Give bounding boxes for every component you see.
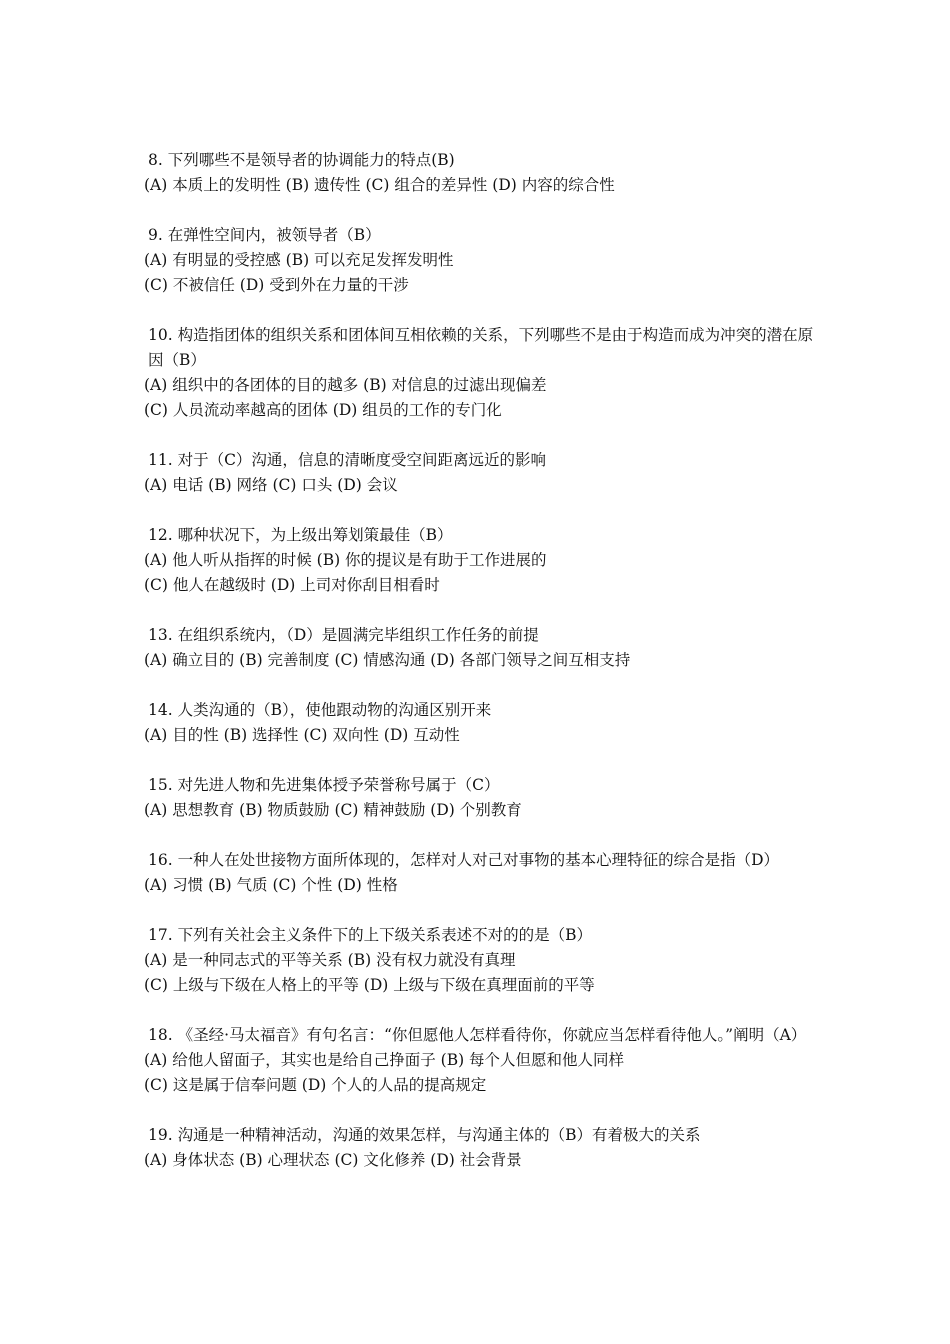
question-10 [144,323,816,423]
question-12 [144,523,816,598]
question-options: (A) 组织中的各团体的目的越多 (B) 对信息的过滤出现偏差 [144,376,547,394]
question-options: (A) 确立目的 (B) 完善制度 (C) 情感沟通 (D) 各部门领导之间互相支持 [144,651,631,669]
question-options: (A) 身体状态 (B) 心理状态 (C) 文化修养 (D) 社会背景 [144,1151,522,1169]
question-stem: 13. 在组织系统内，（D）是圆满完毕组织工作任务的前提 [148,626,539,644]
question-options: (A) 习惯 (B) 气质 (C) 个性 (D) 性格 [144,876,398,894]
question-9 [144,223,816,298]
question-11 [144,448,816,498]
question-stem: 18. 《圣经·马太福音》有句名言：“你但愿他人怎样看待你，你就应当怎样看待他人。”阐明（A） [148,1026,807,1044]
question-stem: 19. 沟通是一种精神活动，沟通的效果怎样，与沟通主体的（B）有着极大的关系 [148,1126,701,1144]
question-options: (C) 人员流动率越高的团体 (D) 组员的工作的专门化 [144,401,502,419]
question-stem: 8. 下列哪些不是领导者的协调能力的特点(B) [148,151,455,169]
question-options: (C) 上级与下级在人格上的平等 (D) 上级与下级在真理面前的平等 [144,976,595,994]
question-stem: 15. 对先进人物和先进集体授予荣誉称号属于（C） [148,776,500,794]
question-options: (A) 有明显的受控感 (B) 可以充足发挥发明性 [144,251,454,269]
question-15 [144,773,816,823]
question-stem: 14. 人类沟通的（B），使他跟动物的沟通区别开来 [148,701,492,719]
question-14 [144,698,816,748]
question-options: (A) 他人听从指挥的时候 (B) 你的提议是有助于工作进展的 [144,551,547,569]
document-body [144,148,816,1198]
question-options: (A) 是一种同志式的平等关系 (B) 没有权力就没有真理 [144,951,516,969]
question-stem: 17. 下列有关社会主义条件下的上下级关系表述不对的的是（B） [148,926,592,944]
question-options: (A) 目的性 (B) 选择性 (C) 双向性 (D) 互动性 [144,726,460,744]
question-options: (A) 给他人留面子，其实也是给自己挣面子 (B) 每个人但愿和他人同样 [144,1051,625,1069]
question-stem: 10. 构造指团体的组织关系和团体间互相依赖的关系，下列哪些不是由于构造而成为冲突的潜在原因（B） [148,326,814,369]
question-13 [144,623,816,673]
question-17 [144,923,816,998]
question-options: (C) 不被信任 (D) 受到外在力量的干涉 [144,276,409,294]
question-options: (A) 本质上的发明性 (B) 遗传性 (C) 组合的差异性 (D) 内容的综合性 [144,176,615,194]
question-19 [144,1123,816,1173]
question-8 [144,148,816,198]
question-options: (A) 电话 (B) 网络 (C) 口头 (D) 会议 [144,476,398,494]
question-16 [144,848,816,898]
question-options: (C) 这是属于信奉问题 (D) 个人的人品的提高规定 [144,1076,487,1094]
question-options: (C) 他人在越级时 (D) 上司对你刮目相看时 [144,576,440,594]
question-18 [144,1023,816,1098]
question-stem: 9. 在弹性空间内，被领导者（B） [148,226,381,244]
question-stem: 16. 一种人在处世接物方面所体现的，怎样对人对己对事物的基本心理特征的综合是指（D） [148,851,780,869]
question-stem: 11. 对于（C）沟通，信息的清晰度受空间距离远近的影响 [148,451,546,469]
question-stem: 12. 哪种状况下，为上级出筹划策最佳（B） [148,526,453,544]
question-options: (A) 思想教育 (B) 物质鼓励 (C) 精神鼓励 (D) 个别教育 [144,801,522,819]
